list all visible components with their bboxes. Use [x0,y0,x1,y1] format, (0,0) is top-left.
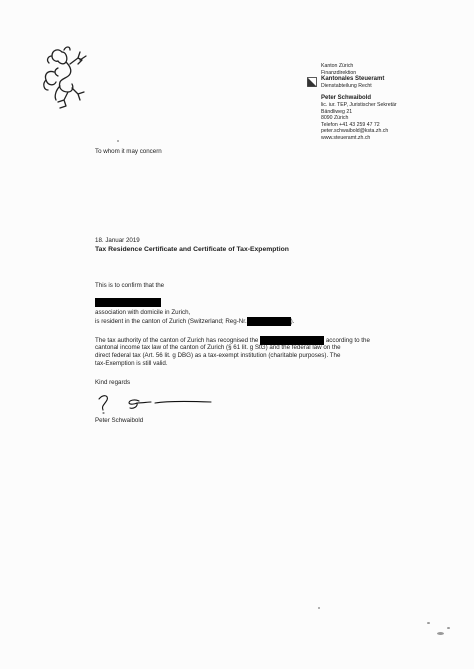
letter-subject: Tax Residence Certificate and Certificate of Tax-Expemption [95,246,289,253]
resident-line [95,317,294,326]
signatory-name: Peter Schwaibold [95,417,144,424]
zurich-lion-crest-icon [40,42,92,114]
confirm-intro: This is to confirm that the [95,282,165,289]
recognition-line-2: cantonal income tax law of the canton of Zurich (§ 61 lit. g StG) and the federal law on the [95,344,341,351]
resident-text-end: ). [290,318,295,326]
handwritten-signature [95,391,225,415]
canton-name: Kanton Zürich [321,63,354,69]
street-address: Bändliweg 21 [321,108,353,115]
scan-speck [447,627,450,629]
closing-line: Kind regards [95,379,131,386]
recipient-line: To whom it may concern [95,148,162,155]
scan-speck [318,607,320,609]
scan-speck [427,622,430,624]
recognition-line-3: direct federal tax (Art. 56 lit. g DBG) as a tax-exempt institution (charitable purposes). The [95,352,341,359]
office-name: Kantonales Steueramt [321,76,385,83]
association-line: association with domicile in Zurich, [95,309,191,316]
recognition-line-4: tax-Exemption is still valid. [95,360,168,367]
email-address: peter.schwaibold@ksta.zh.ch [321,128,389,135]
redacted-registration-number [247,317,291,326]
website-url: www.steueramt.zh.ch [321,134,371,141]
phone-number: Telefon +41 43 259 47 72 [321,121,380,128]
directorate-name: Finanzdirektion [321,69,357,76]
department-name: Dienstabteilung Recht [321,82,372,89]
ink-speck [117,140,119,142]
resident-text: is resident in the canton of Zurich (Switzerland; Reg-Nr. [95,318,247,326]
recognition-text-a: The tax authority of the canton of Zurich has recognised the [95,337,259,345]
contact-name: Peter Schwaibold [321,95,372,102]
canton-emblem-icon [307,77,317,87]
scan-speck [437,632,444,635]
contact-title: lic. iur. TEP, Juristischer Sekretär [321,101,397,108]
recognition-text-b: according to the [325,337,370,345]
letterhead-address [321,63,469,142]
city-address: 8090 Zürich [321,115,349,122]
redacted-organization-name [95,298,161,307]
letter-date: 18. Januar 2019 [95,237,140,244]
